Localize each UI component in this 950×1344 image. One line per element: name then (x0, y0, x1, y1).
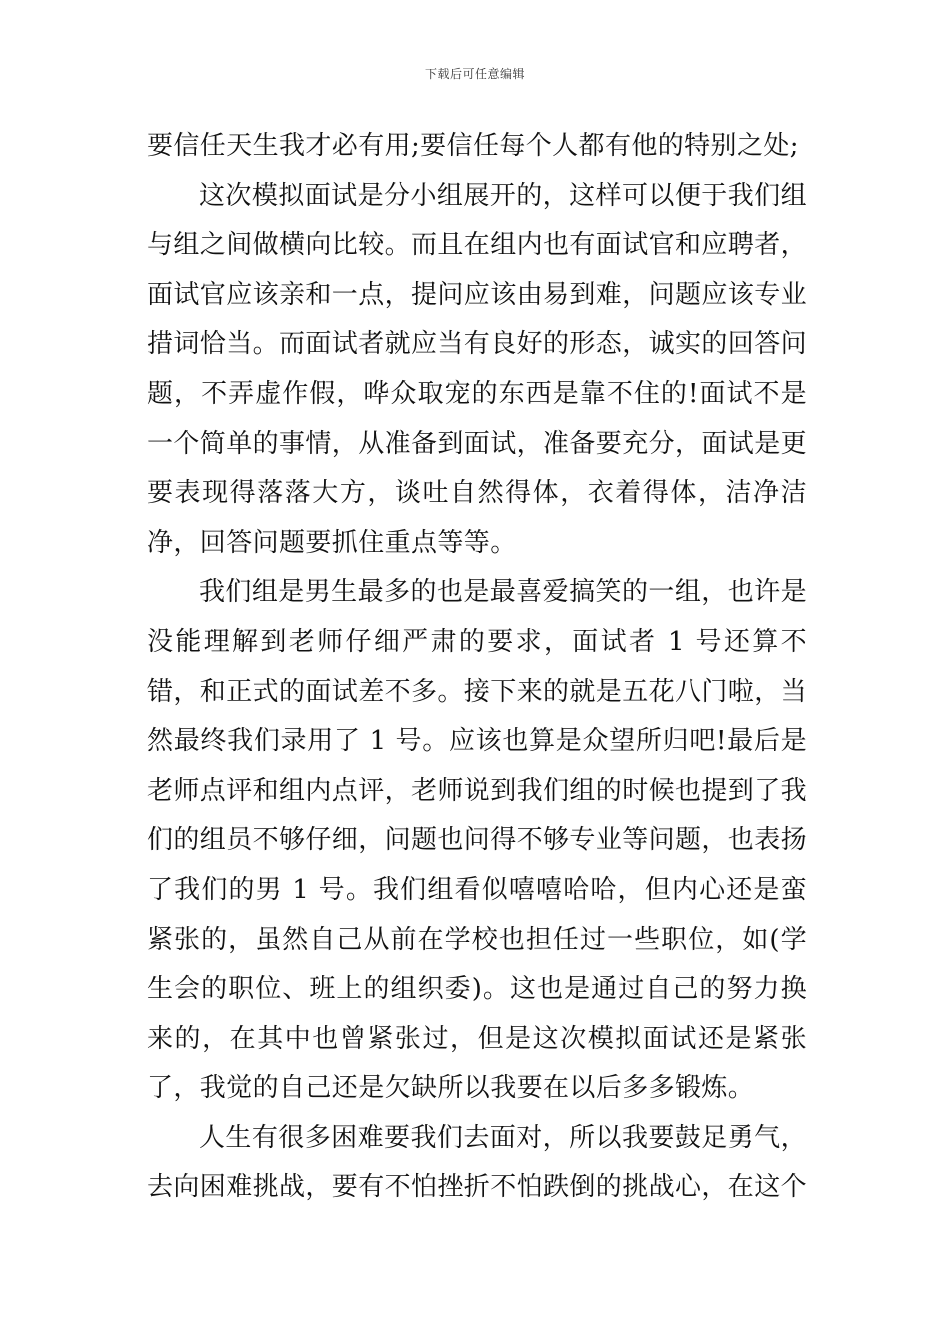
paragraph-3: 我们组是男生最多的也是最喜爱搞笑的一组，也许是没能理解到老师仔细严肃的要求，面试者 1 号还算不错，和正式的面试差不多。接下来的就是五花八门啦，当然最终我们录用了 1 号。应该也算是众望所归吧!最后是老师点评和组内点评，老师说到我们组的时候也提到了我们的组员不够仔细，问题也问得不够专业等问题，也表扬了我们的男 1 号。我们组看似嘻嘻哈哈，但内心还是蛮紧张的，虽然自己从前在学校也担任过一些职位，如(学生会的职位、班上的组织委)。这也是通过自己的努力换来的，在其中也曾紧张过，但是这次模拟面试还是紧张了，我觉的自己还是欠缺所以我要在以后多多锻炼。 (147, 577, 808, 1104)
page-header: 下载后可任意编辑 (424, 67, 525, 81)
paragraph-2: 这次模拟面试是分小组展开的，这样可以便于我们组与组之间做横向比较。而且在组内也有面试官和应聘者，面试官应该亲和一点，提问应该由易到难，问题应该专业措词恰当。而面试者就应当有良好的形态，诚实的回答问题，不弄虚作假，哗众取宠的东西是靠不住的!面试不是一个简单的事情，从准备到面试，准备要充分，面试是更要表现得落落大方，谈吐自然得体，衣着得体，洁净洁净，回答问题要抓住重点等等。 (147, 180, 808, 558)
paragraph-4: 人生有很多困难要我们去面对，所以我要鼓足勇气，去向困难挑战，要有不怕挫折不怕跌倒的挑战心，在这个 (147, 1122, 808, 1203)
document-body (147, 122, 807, 1213)
paragraph-1: 要信任天生我才必有用;要信任每个人都有他的特别之处; (147, 131, 799, 161)
